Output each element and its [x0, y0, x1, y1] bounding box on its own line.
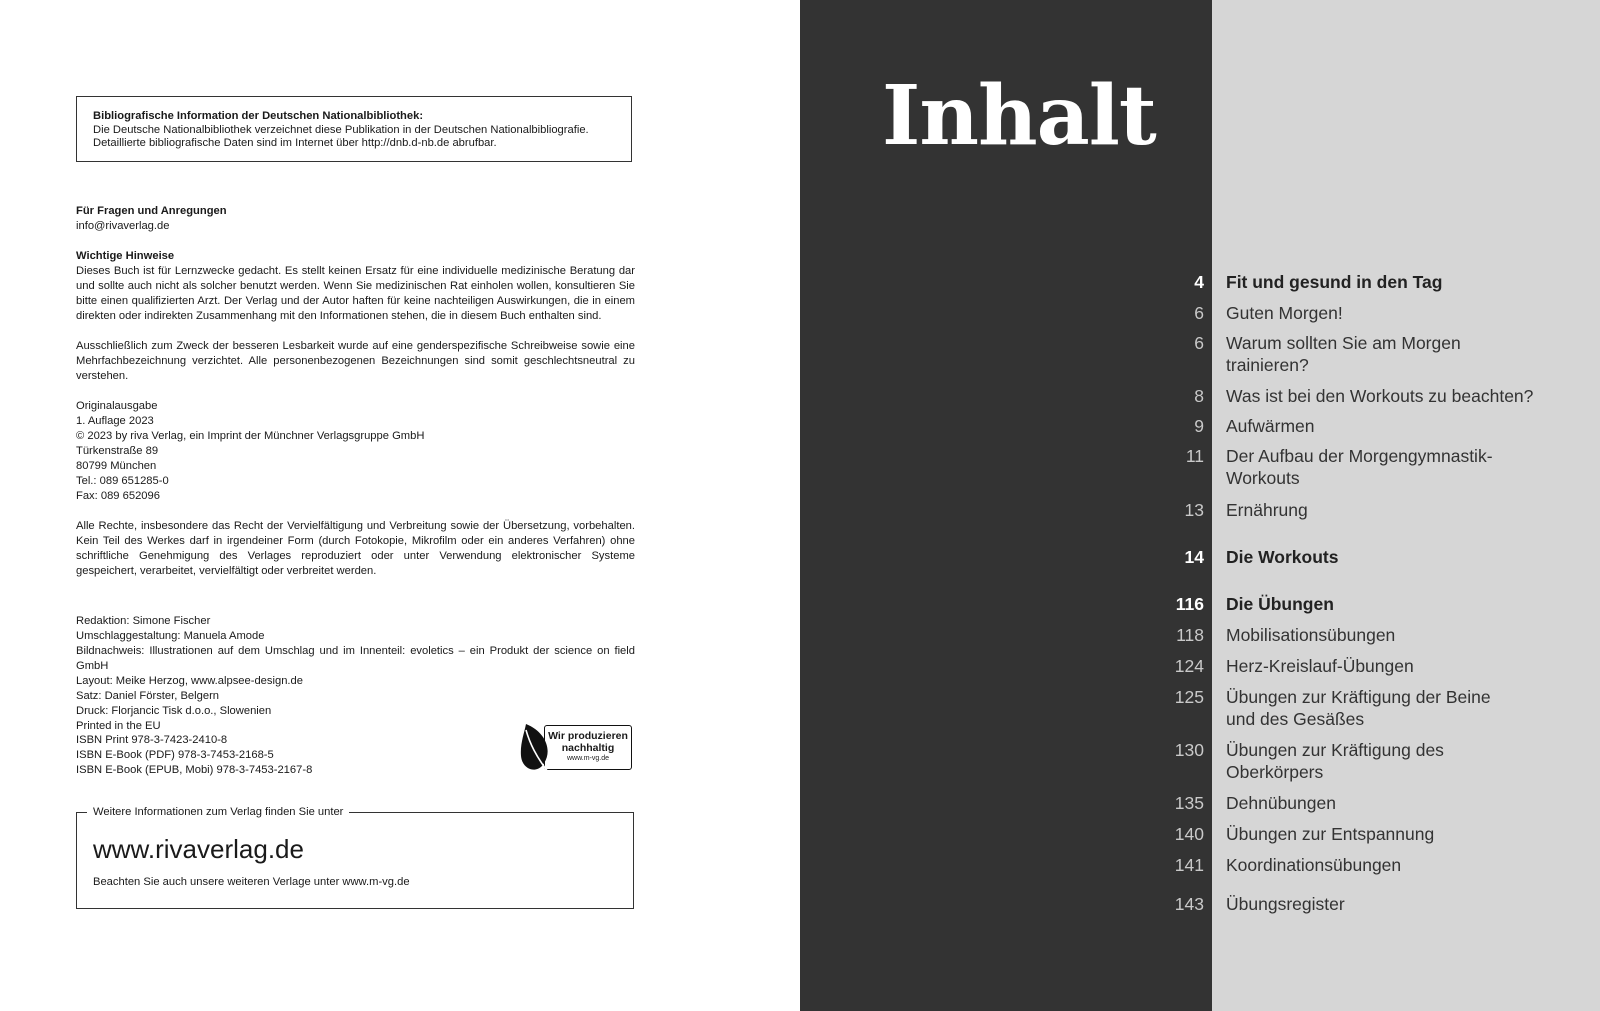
toc-entry-line: Übungen zur Kräftigung des: [1226, 740, 1444, 760]
notes-body: Dieses Buch ist für Lernzwecke gedacht. Es stellt keinen Ersatz für eine individuelle medizinische Beratung dar und sollte auch nicht als solcher benutzt werden. Wenn Sie medizinischen Rat einholen wollen, konsultieren Sie bitte einen qualifizierten Arzt. Der Verlag und der Autor haften für keine nachteiligen Auswirkungen, die in einem direkten oder indirekten Zusammenhang mit den Informationen stehen, die in diesem Buch enthalten sind.: [76, 265, 635, 322]
toc-page-number: 118: [1176, 625, 1204, 645]
credit-umschlag: Umschlaggestaltung: Manuela Amode: [76, 630, 265, 642]
bibliographic-line: Detaillierte bibliografische Daten sind im Internet über http://dnb.d-nb.de abrufbar.: [93, 137, 497, 149]
badge-line1: Wir produzieren: [548, 730, 628, 742]
toc-entry[interactable]: Ernährung: [1226, 500, 1308, 520]
toc-entry[interactable]: Dehnübungen: [1226, 793, 1336, 813]
toc-page-number: 124: [1174, 656, 1204, 676]
toc-page-number: 6: [1194, 333, 1204, 353]
toc-entry[interactable]: [1226, 332, 1556, 376]
toc-entry[interactable]: [1226, 445, 1556, 489]
toc-entry[interactable]: Die Übungen: [1226, 594, 1334, 614]
toc-page-number: 13: [1184, 500, 1204, 520]
isbn-print: ISBN Print 978-3-7423-2410-8: [76, 734, 228, 746]
toc-entry-line: Warum sollten Sie am Morgen: [1226, 333, 1461, 353]
leaf-icon: [520, 722, 552, 774]
edition-original: Originalausgabe: [76, 400, 158, 412]
badge-frame: [544, 725, 632, 770]
more-info-legend: Weitere Informationen zum Verlag finden Sie unter: [87, 805, 349, 820]
toc-entry[interactable]: Guten Morgen!: [1226, 303, 1343, 323]
toc-entry[interactable]: Übungsregister: [1226, 894, 1345, 914]
edition-city: 80799 München: [76, 460, 157, 472]
toc-entry-line: trainieren?: [1226, 355, 1309, 375]
credit-bild: Bildnachweis: Illustrationen auf dem Umschlag und im Innenteil: evoletics – ein Produkt der science on field GmbH: [76, 645, 635, 672]
publisher-url[interactable]: www.rivaverlag.de: [93, 834, 304, 864]
credit-druck: Druck: Florjancic Tisk d.o.o., Slowenien: [76, 705, 272, 717]
rights-notice: Alle Rechte, insbesondere das Recht der Vervielfältigung und Verbreitung sowie der Übersetzung, vorbehalten. Kein Teil des Werkes darf in irgendeiner Form (durch Fotokopie, Mikrofilm oder ein anderes Verfahren) ohne schriftliche Genehmigung des Verlages reproduziert oder unter Verwendung elektronischer Systeme gespeichert, verarbeitet, vervielfältigt oder verbreitet werden.: [76, 520, 635, 577]
toc-entry-line: und des Gesäßes: [1226, 709, 1365, 729]
toc-entry[interactable]: Koordinationsübungen: [1226, 855, 1402, 875]
toc-entry[interactable]: Übungen zur Entspannung: [1226, 824, 1435, 844]
toc-page-number: 8: [1194, 386, 1204, 406]
edition-copyright: © 2023 by riva Verlag, ein Imprint der Münchner Verlagsgruppe GmbH: [76, 430, 425, 442]
toc-page-number: 125: [1174, 687, 1204, 707]
toc-page-number: 143: [1174, 894, 1204, 914]
toc-page-number: 141: [1174, 855, 1204, 875]
toc-entry[interactable]: [1226, 686, 1556, 730]
toc-entry[interactable]: Aufwärmen: [1226, 416, 1315, 436]
bibliographic-heading: Bibliografische Information der Deutschen Nationalbibliothek:: [93, 110, 424, 122]
toc-page: [800, 0, 1600, 1011]
toc-entry[interactable]: [1226, 739, 1556, 783]
toc-title: Inhalt: [882, 68, 1156, 164]
toc-page-number: 9: [1194, 416, 1204, 436]
toc-page-number: 130: [1174, 740, 1204, 760]
edition-tel: Tel.: 089 651285-0: [76, 475, 169, 487]
isbn-epub: ISBN E-Book (EPUB, Mobi) 978-3-7453-2167-8: [76, 764, 313, 776]
more-info-box: [76, 806, 634, 909]
more-info-note: Beachten Sie auch unsere weiteren Verlage unter www.m-vg.de: [93, 876, 410, 888]
gender-note: Ausschließlich zum Zweck der besseren Lesbarkeit wurde auf eine genderspezifische Schreibweise sowie eine Mehrfachbezeichnung verzichtet. Alle personenbezogenen Bezeichnungen sind somit geschlechtsneutral zu verstehen.: [76, 340, 635, 382]
credit-satz: Satz: Daniel Förster, Belgern: [76, 690, 220, 702]
toc-entry[interactable]: Mobilisationsübungen: [1226, 625, 1396, 645]
edition-auflage: 1. Auflage 2023: [76, 415, 154, 427]
credit-redaktion: Redaktion: Simone Fischer: [76, 615, 211, 627]
edition-fax: Fax: 089 652096: [76, 490, 160, 502]
toc-entry-line: Übungen zur Kräftigung der Beine: [1226, 687, 1491, 707]
toc-entry[interactable]: Herz-Kreislauf-Übungen: [1226, 656, 1414, 676]
toc-entry-line: Oberkörpers: [1226, 762, 1324, 782]
isbn-pdf: ISBN E-Book (PDF) 978-3-7453-2168-5: [76, 749, 274, 761]
credit-printed: Printed in the EU: [76, 720, 161, 732]
toc-entry[interactable]: Die Workouts: [1226, 547, 1339, 567]
toc-entry[interactable]: Fit und gesund in den Tag: [1226, 272, 1443, 292]
badge-url: www.m-vg.de: [566, 755, 609, 762]
toc-page-number: 4: [1194, 272, 1204, 292]
contact-heading: Für Fragen und Anregungen: [76, 205, 227, 217]
edition-street: Türkenstraße 89: [76, 445, 159, 457]
bibliographic-line: Die Deutsche Nationalbibliothek verzeichnet diese Publikation in der Deutschen Nationalbibliografie.: [93, 123, 589, 136]
notes-heading: Wichtige Hinweise: [76, 250, 175, 262]
toc-entry-line: Workouts: [1226, 468, 1300, 488]
toc-page-number: 135: [1174, 793, 1204, 813]
imprint-text: [76, 204, 635, 579]
toc-entry-line: Der Aufbau der Morgengymnastik-: [1226, 446, 1493, 466]
bibliographic-info-box: [76, 96, 632, 162]
toc-entry[interactable]: Was ist bei den Workouts zu beachten?: [1226, 386, 1534, 406]
toc-page-number: 6: [1194, 303, 1204, 323]
contact-email: info@rivaverlag.de: [76, 220, 170, 232]
credit-layout: Layout: Meike Herzog, www.alpsee-design.de: [76, 675, 303, 687]
credits: [76, 614, 635, 734]
isbn-list: [76, 733, 312, 778]
toc-page-number: 11: [1185, 446, 1204, 466]
sustainability-badge: [520, 722, 634, 774]
toc-page-number: 140: [1174, 824, 1204, 844]
toc-page-number: 116: [1175, 594, 1204, 614]
badge-line2: nachhaltig: [561, 742, 615, 754]
toc-page-number: 14: [1184, 547, 1204, 567]
